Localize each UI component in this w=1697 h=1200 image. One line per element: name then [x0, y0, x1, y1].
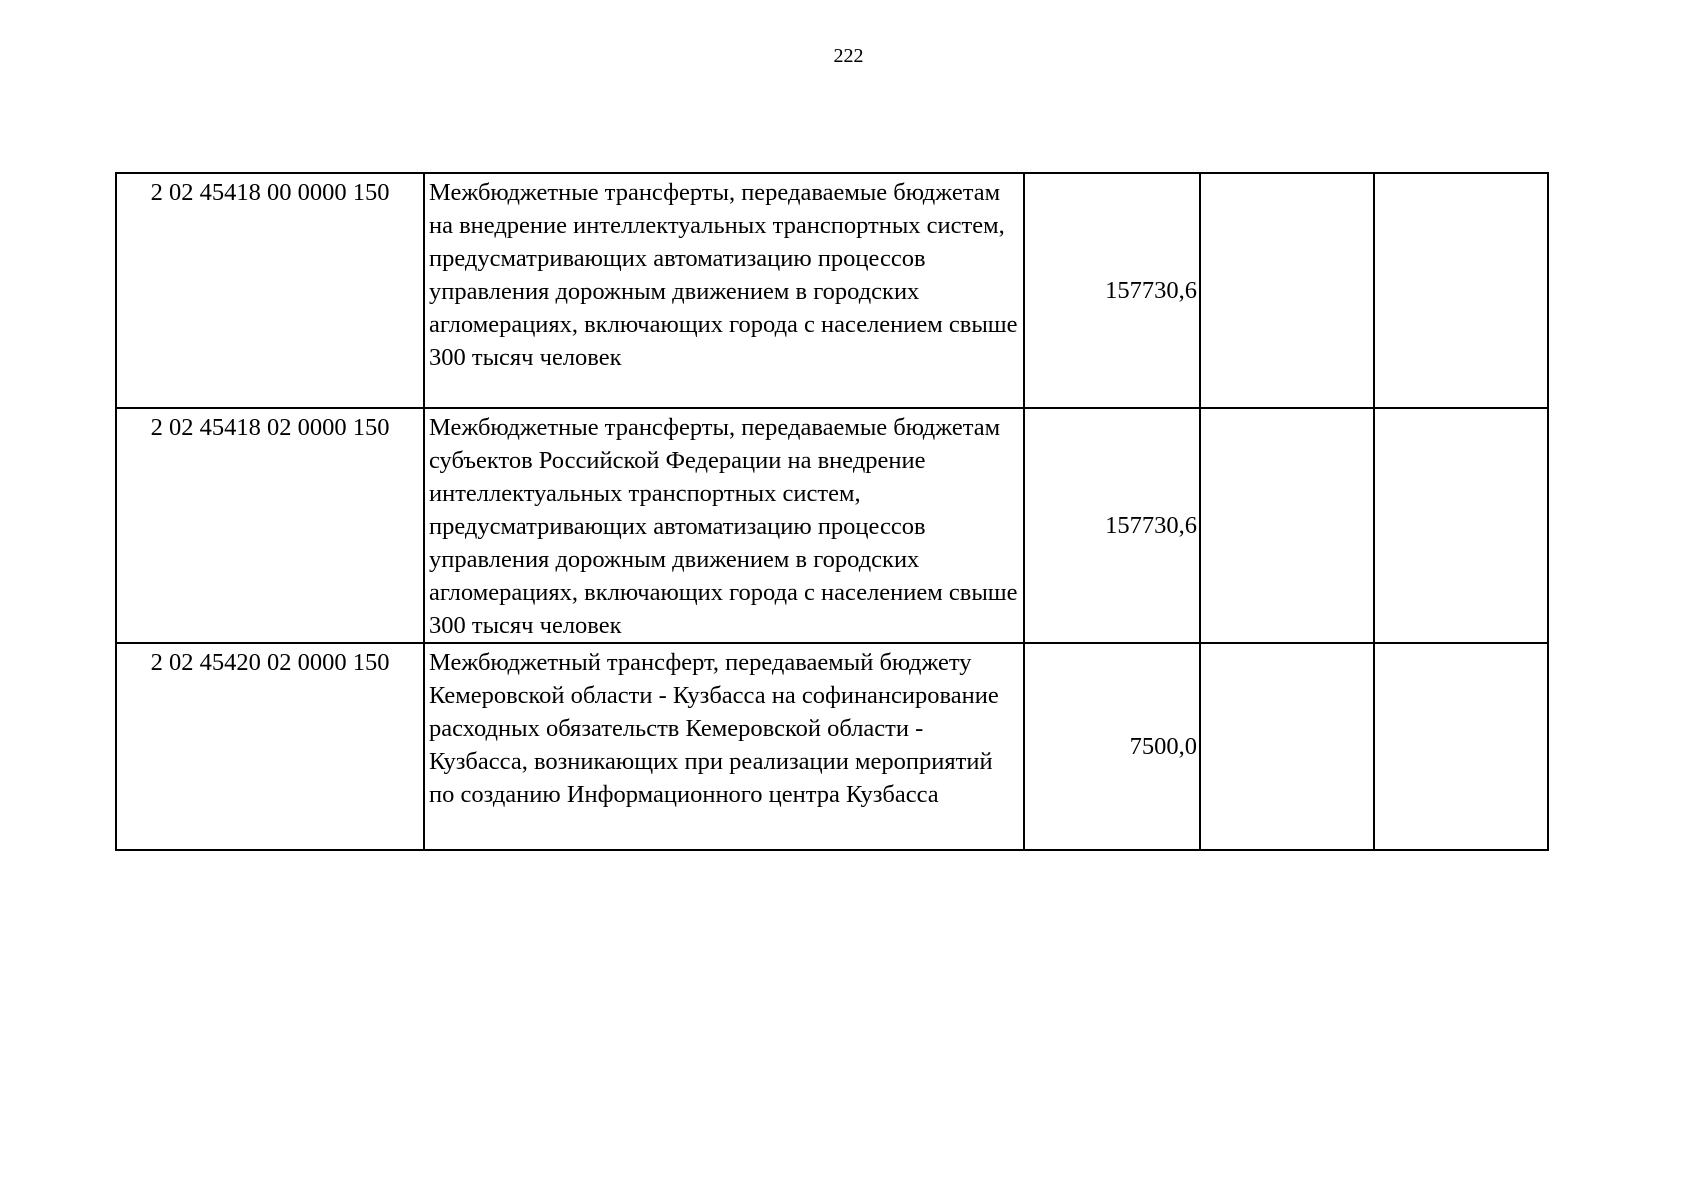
description-cell: Межбюджетные трансферты, передаваемые бюджетам субъектов Российской Федерации на внедрение интеллектуальных транспортных систем, предусматривающих автоматизацию процессов управления дорожным движением в городских агломерациях, включающих города с населением свыше 300 тысяч человек: [424, 408, 1024, 643]
table-row: [116, 173, 1548, 408]
budget-table: [115, 172, 1549, 851]
amount-cell: 157730,6: [1024, 173, 1200, 408]
amount-cell-3: [1374, 173, 1548, 408]
table-row: [116, 643, 1548, 850]
amount-cell: 7500,0: [1024, 643, 1200, 850]
amount-cell-3: [1374, 643, 1548, 850]
amount-cell-2: [1200, 408, 1374, 643]
amount-cell-2: [1200, 643, 1374, 850]
amount-cell: 157730,6: [1024, 408, 1200, 643]
page-number: 222: [833, 45, 864, 67]
budget-code-cell: 2 02 45420 02 0000 150: [116, 643, 424, 850]
table-row: [116, 408, 1548, 643]
description-cell: Межбюджетные трансферты, передаваемые бюджетам на внедрение интеллектуальных транспортных систем, предусматривающих автоматизацию процессов управления дорожным движением в городских агломерациях, включающих города с населением свыше 300 тысяч человек: [424, 173, 1024, 408]
amount-cell-2: [1200, 173, 1374, 408]
amount-cell-3: [1374, 408, 1548, 643]
budget-code-cell: 2 02 45418 00 0000 150: [116, 173, 424, 408]
description-cell: Межбюджетный трансферт, передаваемый бюджету Кемеровской области - Кузбасса на софинансирование расходных обязательств Кемеровской области - Кузбасса, возникающих при реализации мероприятий по созданию Информационного центра Кузбасса: [424, 643, 1024, 850]
budget-code-cell: 2 02 45418 02 0000 150: [116, 408, 424, 643]
